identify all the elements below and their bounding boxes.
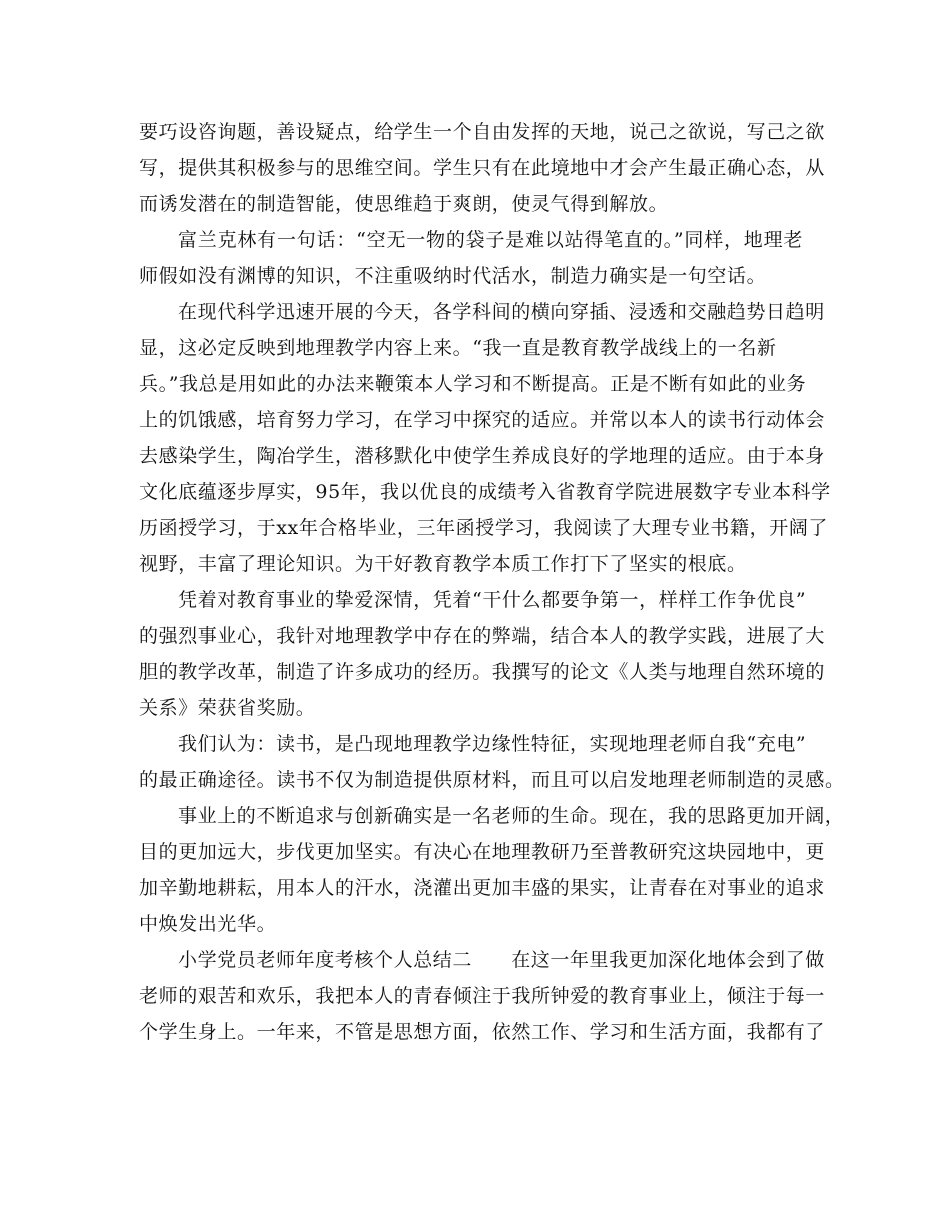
text-line: 写，提供其积极参与的思维空间。学生只有在此境地中才会产生最正确心态，从: [139, 157, 826, 179]
text-line: 加辛勤地耕耘，用本人的汗水，浇灌出更加丰盛的果实，让青春在对事业的追求: [139, 877, 826, 899]
text-line: 我们认为：读书，是凸现地理教学边缘性特征，实现地理老师自我“充电”: [178, 733, 807, 755]
text-line: 老师的艰苦和欢乐，我把本人的青春倾注于我所钟爱的教育事业上，倾注于每一: [139, 985, 826, 1007]
text-line: 事业上的不断追求与创新确实是一名老师的生命。现在，我的思路更加开阔，: [178, 805, 845, 827]
text-line: 的最正确途径。读书不仅为制造提供原材料，而且可以启发地理老师制造的灵感。: [139, 769, 845, 791]
text-line: 在现代科学迅速开展的今天，各学科间的横向穿插、浸透和交融趋势日趋明: [178, 301, 825, 323]
text-line: 师假如没有渊博的知识，不注重吸纳时代活水，制造力确实是一句空话。: [139, 265, 767, 287]
text-line: 个学生身上。一年来，不管是思想方面，依然工作、学习和生活方面，我都有了: [139, 1021, 826, 1043]
text-line: 凭着对教育事业的挚爱深情，凭着“干什么都要争第一，样样工作争优良”: [178, 589, 807, 611]
text-line: 小学党员老师年度考核个人总结二 在这一年里我更加深化地体会到了做: [178, 949, 825, 971]
text-line: 胆的教学改革，制造了许多成功的经历。我撰写的论文《人类与地理自然环境的: [139, 661, 826, 683]
text-line: 上的饥饿感，培育努力学习，在学习中探究的适应。并常以本人的读书行动体会: [139, 409, 826, 431]
text-line: 去感染学生，陶冶学生，潜移默化中使学生养成良好的学地理的适应。由于本身: [139, 445, 826, 467]
text-line: 中焕发出光华。: [139, 913, 277, 935]
text-line: 显，这必定反映到地理教学内容上来。“我一直是教育教学战线上的一名新: [139, 337, 777, 359]
text-line: 历函授学习，于xx年合格毕业，三年函授学习，我阅读了大理专业书籍，开阔了: [139, 517, 829, 539]
text-line: 的强烈事业心，我针对地理教学中存在的弊端，结合本人的教学实践，进展了大: [139, 625, 826, 647]
text-line: 目的更加远大，步伐更加坚实。有决心在地理教研乃至普教研究这块园地中，更: [139, 841, 826, 863]
text-line: 而诱发潜在的制造智能，使思维趋于爽朗，使灵气得到解放。: [139, 193, 669, 215]
text-line: 视野，丰富了理论知识。为干好教育教学本质工作打下了坚实的根底。: [139, 553, 747, 575]
text-line: 富兰克林有一句话：“空无一物的袋子是难以站得笔直的。”同样，地理老: [178, 229, 803, 251]
text-line: 文化底蕴逐步厚实，95年，我以优良的成绩考入省教育学院进展数字专业本科学: [139, 481, 831, 503]
text-line: 要巧设咨询题，善设疑点，给学生一个自由发挥的天地，说己之欲说，写己之欲: [139, 121, 826, 143]
text-line: 关系》荣获省奖励。: [139, 697, 316, 719]
text-line: 兵。”我总是用如此的办法来鞭策本人学习和不断提高。正是不断有如此的业务: [139, 373, 807, 395]
